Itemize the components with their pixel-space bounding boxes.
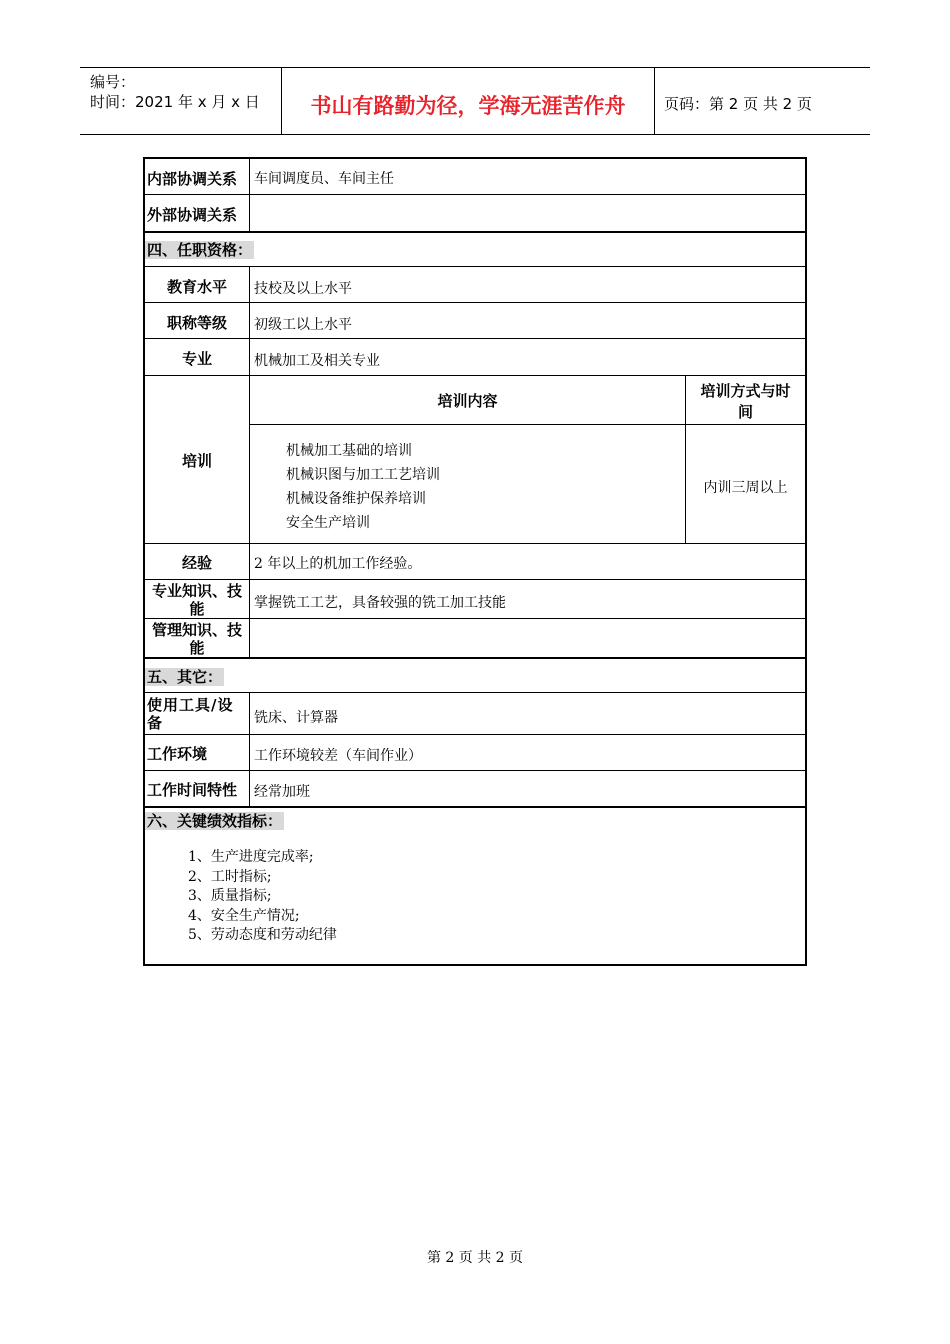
training-item: 机械识图与加工工艺培训 xyxy=(286,467,440,483)
row-divider xyxy=(144,579,805,580)
page-footer: 第 2 页 共 2 页 xyxy=(426,1250,524,1266)
header-meta xyxy=(90,72,260,112)
kpi-list xyxy=(188,848,337,946)
work-time-label: 工作时间特性 xyxy=(147,781,238,799)
section-other-title: 五、其它： xyxy=(147,668,223,686)
row-divider xyxy=(144,770,805,771)
title-grade-value: 初级工以上水平 xyxy=(254,317,352,333)
column-divider xyxy=(249,159,250,231)
column-divider xyxy=(249,266,250,657)
header-bottom-rule xyxy=(80,134,870,135)
training-content-header: 培训内容 xyxy=(437,392,498,410)
tools-label xyxy=(147,696,233,732)
section-divider xyxy=(144,231,805,233)
row-divider xyxy=(144,266,805,267)
training-label: 培训 xyxy=(181,452,212,470)
column-divider xyxy=(249,692,250,806)
education-value: 技校及以上水平 xyxy=(254,281,352,297)
major-value: 机械加工及相关专业 xyxy=(254,353,380,369)
management-skills-label-line2: 能 xyxy=(189,639,205,657)
header-divider xyxy=(654,67,655,135)
training-item: 机械设备维护保养培训 xyxy=(286,491,426,507)
row-divider xyxy=(144,375,805,376)
section-divider xyxy=(144,806,805,808)
document-number-label: 编号： xyxy=(90,73,136,91)
row-divider xyxy=(144,338,805,339)
environment-value: 工作环境较差（车间作业） xyxy=(254,748,422,764)
tools-label-line2: 备 xyxy=(147,714,164,732)
environment-label: 工作环境 xyxy=(147,745,208,763)
title-grade-label: 职称等级 xyxy=(166,314,227,332)
kpi-item: 2、工时指标; xyxy=(188,868,272,885)
document-time: 时间：2021 年 x 月 x 日 xyxy=(90,93,260,111)
row-divider xyxy=(144,543,805,544)
internal-coordination-label: 内部协调关系 xyxy=(147,170,238,188)
management-skills-label xyxy=(145,621,249,657)
header-page-number: 页码：第 2 页 共 2 页 xyxy=(664,95,812,113)
kpi-item: 1、生产进度完成率; xyxy=(188,849,314,865)
row-divider xyxy=(144,734,805,735)
header-motto: 书山有路勤为径，学海无涯苦作舟 xyxy=(310,94,626,118)
tools-label-line1: 使用工具/设 xyxy=(147,696,234,714)
internal-coordination-value: 车间调度员、车间主任 xyxy=(254,171,394,187)
row-divider xyxy=(144,302,805,303)
training-item: 机械加工基础的培训 xyxy=(286,443,412,459)
external-coordination-label: 外部协调关系 xyxy=(147,206,238,224)
professional-skills-label-line2: 能 xyxy=(189,600,205,618)
section-qualifications-title: 四、任职资格： xyxy=(147,241,253,259)
tools-value: 铣床、计算器 xyxy=(254,710,338,726)
management-skills-label-line1: 管理知识、技 xyxy=(151,621,242,639)
major-label: 专业 xyxy=(181,350,212,368)
section-kpi-title: 六、关键绩效指标： xyxy=(147,812,283,830)
experience-value: 2 年以上的机加工作经验。 xyxy=(254,556,422,572)
row-divider xyxy=(250,424,805,425)
professional-skills-label xyxy=(145,582,249,618)
row-divider xyxy=(144,194,805,195)
training-method-header-line1: 培训方式与时 xyxy=(700,382,791,400)
training-method-value: 内训三周以上 xyxy=(703,480,788,496)
training-method-header xyxy=(686,382,805,421)
professional-skills-label-line1: 专业知识、技 xyxy=(151,582,242,600)
header-top-rule xyxy=(80,67,870,68)
training-method-header-line2: 间 xyxy=(737,403,753,421)
row-divider xyxy=(144,618,805,619)
training-item: 安全生产培训 xyxy=(286,515,370,531)
section-divider xyxy=(144,657,805,659)
kpi-item: 5、劳动态度和劳动纪律 xyxy=(188,927,337,943)
row-divider xyxy=(144,692,805,693)
kpi-item: 3、质量指标; xyxy=(188,888,272,904)
professional-skills-value: 掌握铣工工艺，具备较强的铣工加工技能 xyxy=(254,595,506,611)
work-time-value: 经常加班 xyxy=(254,784,310,800)
education-label: 教育水平 xyxy=(166,278,227,296)
training-content-list xyxy=(286,440,440,536)
experience-label: 经验 xyxy=(181,554,212,572)
kpi-item: 4、安全生产情况; xyxy=(188,907,300,924)
